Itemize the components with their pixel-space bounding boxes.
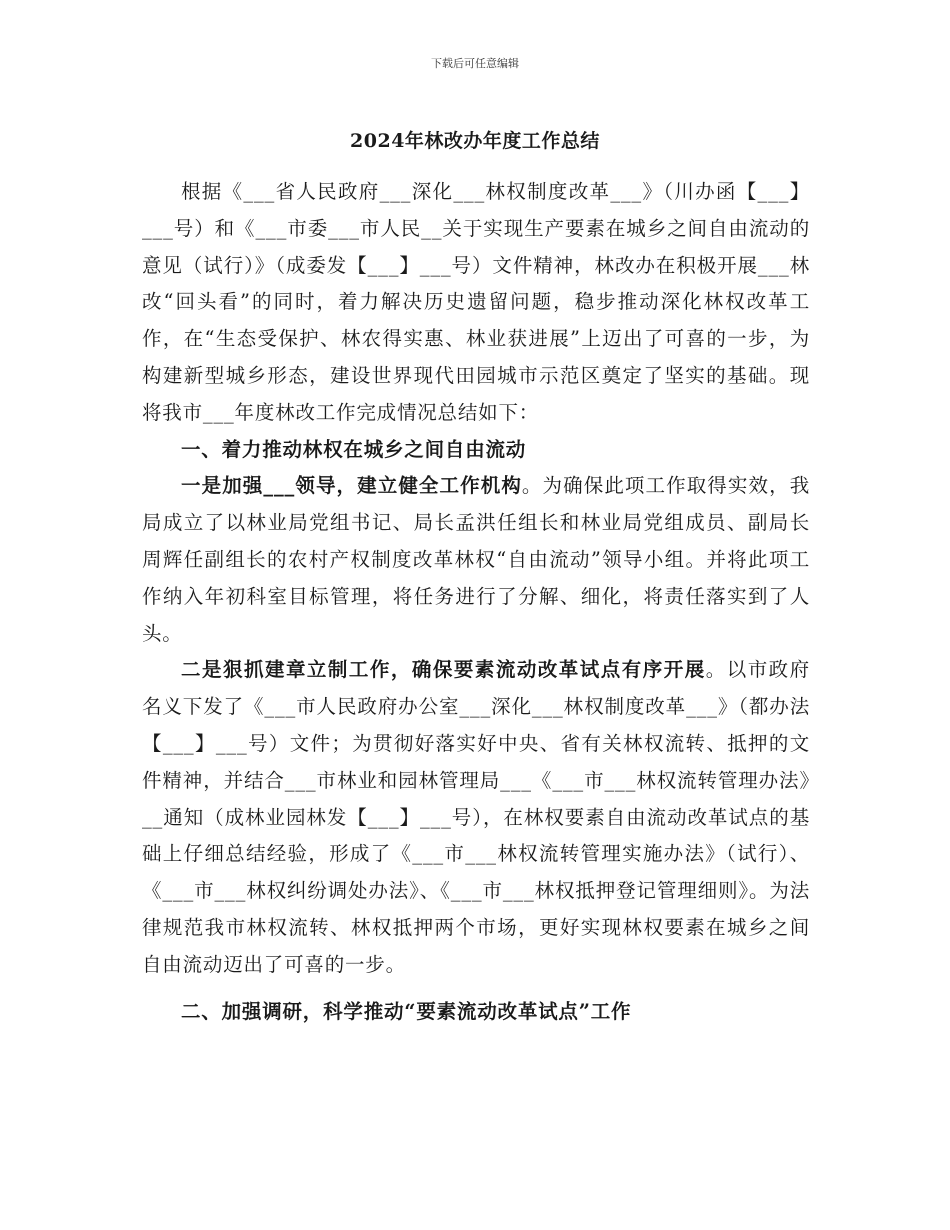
intro-paragraph: 根据《___省人民政府___深化___林权制度改革___》（川办函【___】___号）和《___市委___市人民__关于实现生产要素在城乡之间自由流动的意见（试行）》（成委发【___】___号）文件精神，林改办在积极开展___林改“回头看”的同时，着力解决历史遗留问题，稳步推动深化林权改革工作，在“生态受保护、林农得实惠、林业获进展”上迈出了可喜的一步，为构建新型城乡形态，建设世界现代田园城市示范区奠定了坚实的基础。现将我市___年度林改工作完成情况总结如下： <box>142 180 810 424</box>
item-lead-2: 二是狠抓建章立制工作，确保要素流动改革试点有序开展 <box>181 658 706 682</box>
item-paragraph-2 <box>142 652 810 983</box>
item-body-2: 。以市政府名义下发了《___市人民政府办公室___深化___林权制度改革___》（都办法【___】___号）文件；为贯彻好落实好中央、省有关林权流转、抵押的文件精神，并结合___市林业和园林管理局___《___市___林权流转管理办法》__通知（成林业园林发【___】___号），在林权要素自由流动改革试点的基础上仔细总结经验，形成了《___市___林权流转管理实施办法》（试行）、《___市___林权纠纷调处办法》、《___市___林权抵押登记管理细则》。为法律规范我市林权流转、林权抵押两个市场，更好实现林权要素在城乡之间自由流动迈出了可喜的一步。 <box>142 658 810 976</box>
document-title: 2024年林改办年度工作总结 <box>350 130 600 152</box>
section-gap <box>142 984 810 994</box>
document-body <box>142 174 810 1030</box>
section-heading-1: 一、着力推动林权在城乡之间自由流动 <box>181 437 527 461</box>
header-note: 下载后可任意编辑 <box>431 57 519 70</box>
item-lead-1: 一是加强___领导，建立健全工作机构 <box>181 474 522 498</box>
section-heading-2: 二、加强调研，科学推动“要素流动改革试点”工作 <box>181 999 632 1023</box>
item-body-1: 。为确保此项工作取得实效，我局成立了以林业局党组书记、局长孟洪任组长和林业局党组成员、副局长周辉任副组长的农村产权制度改革林权“自由流动”领导小组。并将此项工作纳入年初科室目标管理，将任务进行了分解、细化，将责任落实到了人头。 <box>142 474 810 645</box>
item-paragraph-1 <box>142 468 810 652</box>
